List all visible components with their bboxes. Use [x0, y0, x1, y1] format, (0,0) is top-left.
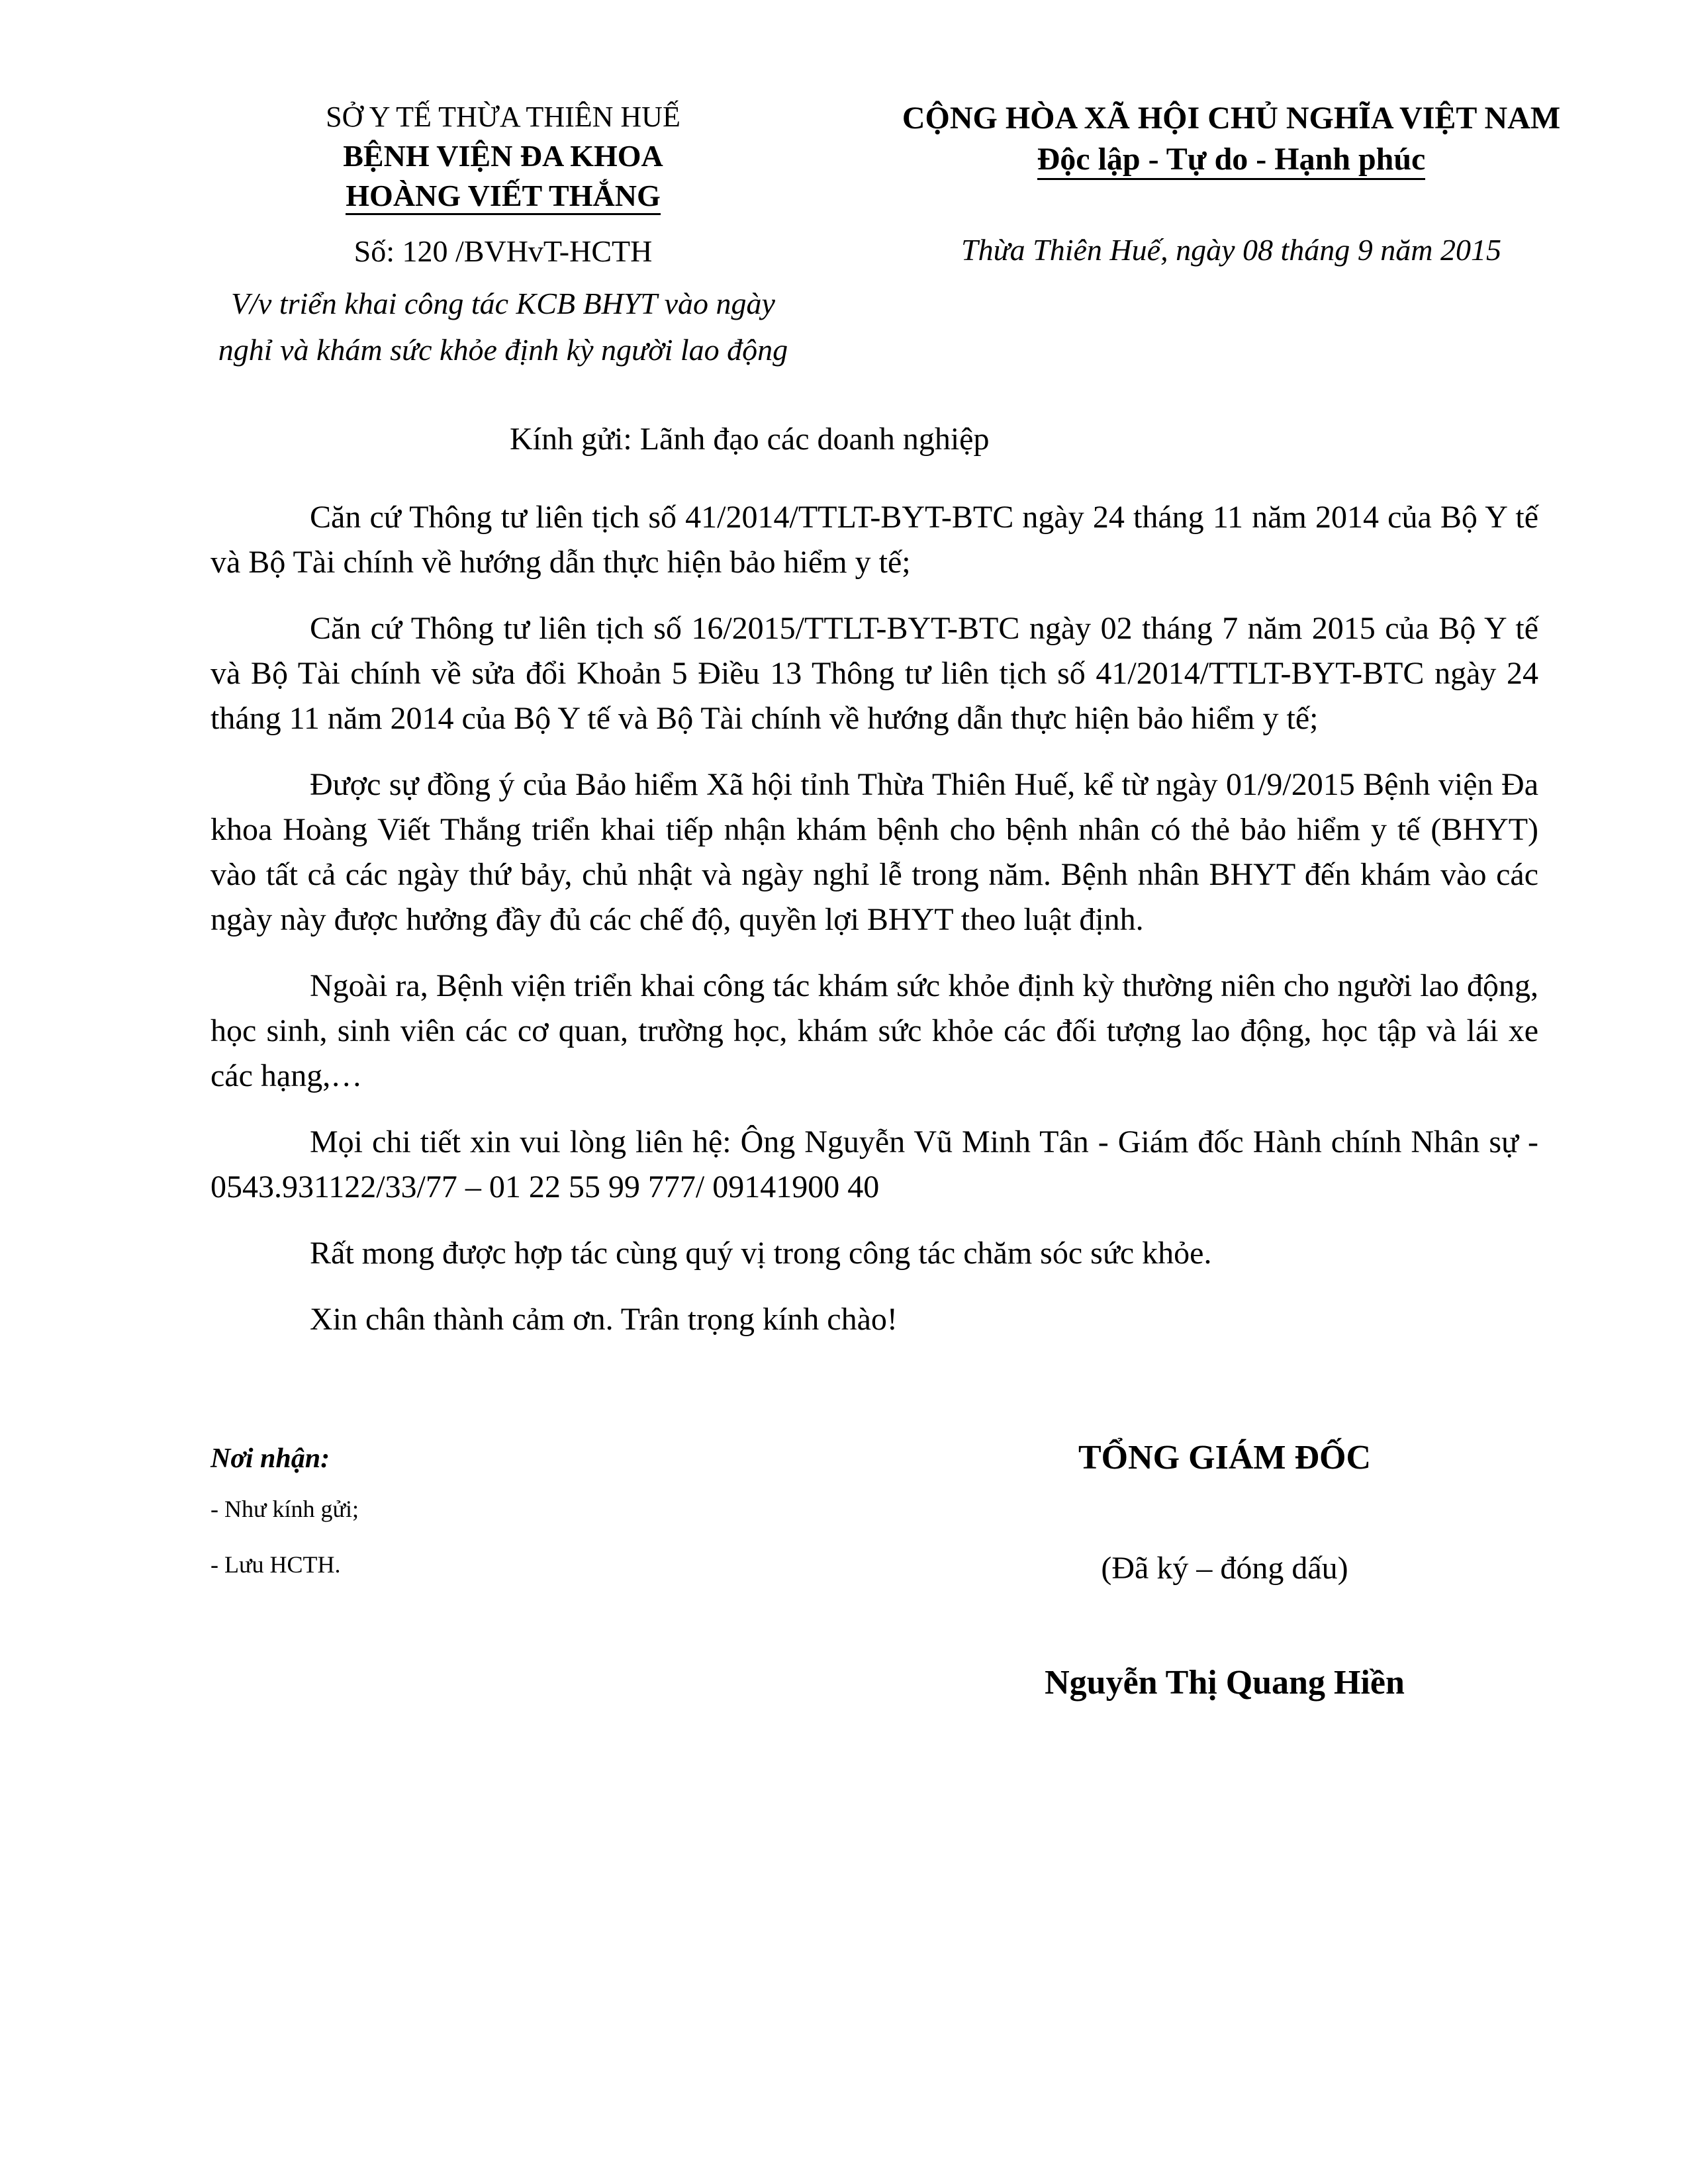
signer-name: Nguyễn Thị Quang Hiền	[1045, 1664, 1405, 1702]
issuer-block	[159, 98, 847, 216]
national-motto: Độc lập - Tự do - Hạnh phúc	[1037, 141, 1426, 180]
body-paragraph: Rất mong được hợp tác cùng quý vị trong công tác chăm sóc sức khỏe.	[310, 1236, 1212, 1271]
body-paragraph: Ngoài ra, Bệnh viện triển khai công tác khám sức khỏe định kỳ thường niên cho người lao động, học sinh, sinh viên các cơ quan, trường học, khám sức khỏe các đối tượng lao động, học tập và lái xe các hạng,…	[211, 968, 1538, 1093]
recipient-item: - Như kính gửi;	[211, 1496, 359, 1522]
issuer-hospital-line1: BỆNH VIỆN ĐA KHOA	[343, 139, 663, 173]
signer-title: TỔNG GIÁM ĐỐC	[1078, 1439, 1371, 1477]
body-paragraph: Mọi chi tiết xin vui lòng liên hệ: Ông Nguyễn Vũ Minh Tân - Giám đốc Hành chính Nhân sự - 0543.931122/33/77 – 01 22 55 99 777/ 09141900 40	[211, 1124, 1538, 1205]
document-date: Thừa Thiên Huế, ngày 08 tháng 9 năm 2015	[961, 233, 1501, 267]
body-paragraph: Căn cứ Thông tư liên tịch số 16/2015/TTLT-BYT-BTC ngày 02 tháng 7 năm 2015 của Bộ Y tế và Bộ Tài chính về sửa đổi Khoản 5 Điều 13 Thông tư liên tịch số 41/2014/TTLT-BYT-BTC ngày 24 tháng 11 năm 2014 của Bộ Y tế và Bộ Tài chính về hướng dẫn thực hiện bảo hiểm y tế;	[211, 611, 1538, 736]
subject-line-2: nghỉ và khám sức khỏe định kỳ người lao động	[218, 333, 788, 367]
issuer-department: SỞ Y TẾ THỪA THIÊN HUẾ	[326, 101, 680, 133]
closing-line: Xin chân thành cảm ơn. Trân trọng kính chào!	[310, 1302, 898, 1337]
document-number: Số: 120 /BVHvT-HCTH	[353, 234, 653, 268]
issuer-hospital-line2: HOÀNG VIẾT THẮNG	[346, 179, 660, 215]
document-subject	[159, 281, 847, 373]
subject-line-1: V/v triển khai công tác KCB BHYT vào ngày	[231, 287, 775, 320]
recipient-item: - Lưu HCTH.	[211, 1551, 341, 1578]
addressee: Kính gửi: Lãnh đạo các doanh nghiệp	[510, 422, 990, 457]
signature-note: (Đã ký – đóng dấu)	[1101, 1551, 1348, 1586]
national-title-block	[854, 98, 1609, 180]
body-paragraph: Được sự đồng ý của Bảo hiểm Xã hội tỉnh Thừa Thiên Huế, kể từ ngày 01/9/2015 Bệnh viện Đa khoa Hoàng Viết Thắng triển khai tiếp nhận khám bệnh cho bệnh nhân có thẻ bảo hiểm y tế (BHYT) vào tất cả các ngày thứ bảy, chủ nhật và ngày nghỉ lễ trong năm. Bệnh nhân BHYT đến khám vào các ngày này được hưởng đầy đủ các chế độ, quyền lợi BHYT theo luật định.	[211, 767, 1538, 937]
recipients-label: Nơi nhận:	[211, 1443, 330, 1474]
national-title: CỘNG HÒA XÃ HỘI CHỦ NGHĨA VIỆT NAM	[902, 101, 1561, 136]
letter-body	[211, 495, 1538, 1363]
body-paragraph: Căn cứ Thông tư liên tịch số 41/2014/TTLT-BYT-BTC ngày 24 tháng 11 năm 2014 của Bộ Y tế và Bộ Tài chính về hướng dẫn thực hiện bảo hiểm y tế;	[211, 500, 1538, 580]
